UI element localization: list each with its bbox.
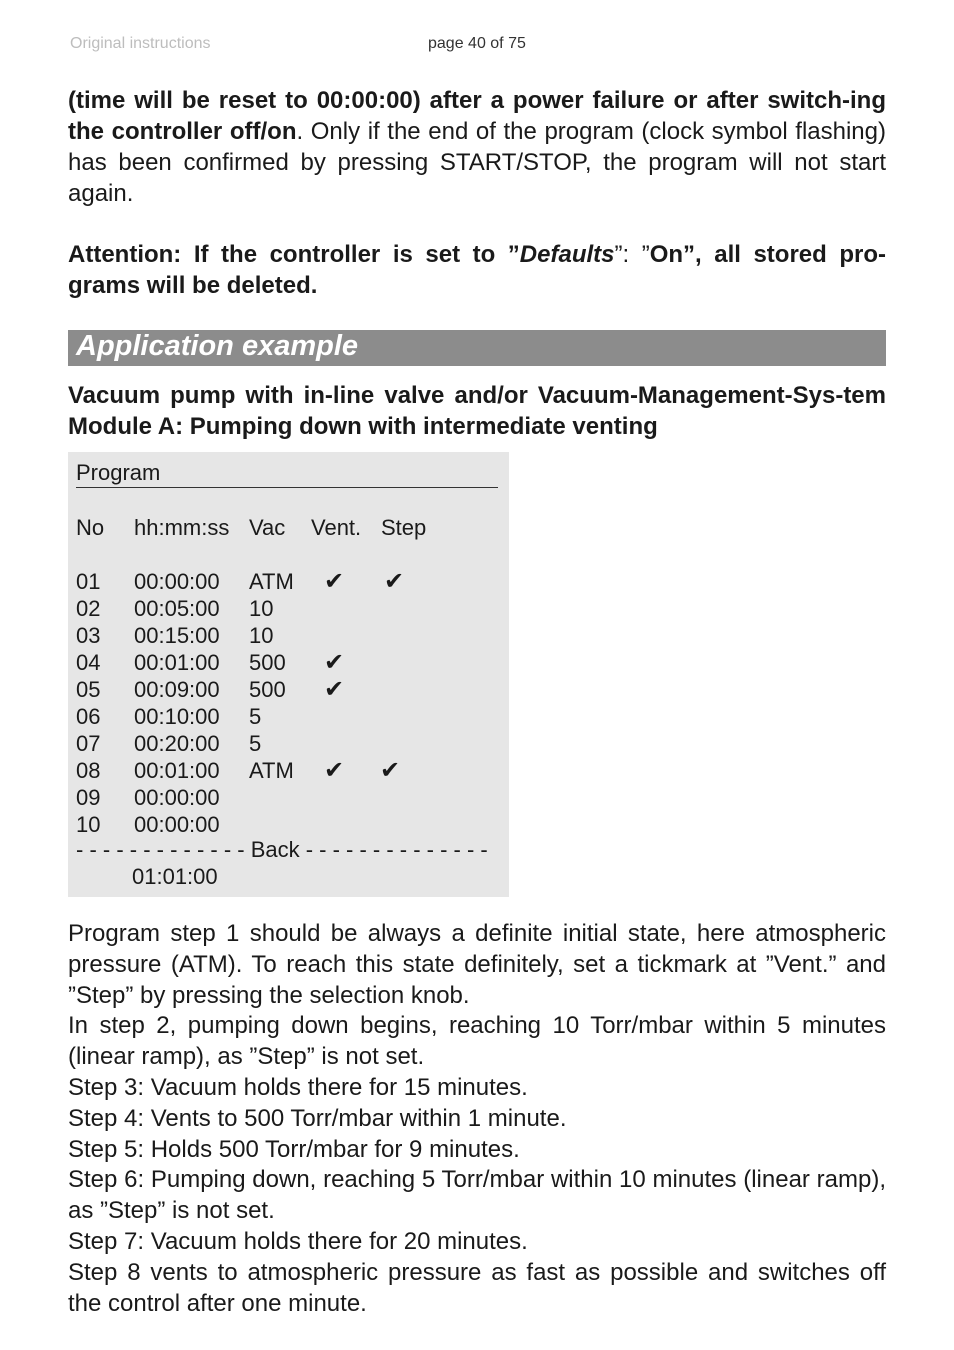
- vent-check-icon: ✔: [324, 649, 345, 676]
- row-time: 00:09:00: [134, 677, 220, 702]
- column-header-vac: Vac: [249, 515, 286, 540]
- row-time: 00:00:00: [134, 569, 220, 594]
- column-header-vent: Vent.: [311, 515, 362, 540]
- intro-normal-text: . Only if the end of the program (clock symbol flashing) has been confirmed by pressing START/STOP, the program will not start again.: [68, 118, 886, 207]
- row-number: 09: [76, 785, 101, 810]
- body-paragraph: Step 5: Holds 500 Torr/mbar for 9 minutes.: [68, 1135, 520, 1163]
- row-time: 00:10:00: [134, 704, 220, 729]
- row-time: 00:20:00: [134, 731, 220, 756]
- column-header-no: No: [76, 515, 105, 540]
- row-number: 01: [76, 569, 101, 594]
- attention-paragraph: [68, 239, 886, 301]
- body-paragraph: Step 3: Vacuum holds there for 15 minutes.: [68, 1073, 528, 1101]
- program-title: Program: [76, 459, 498, 488]
- attention-text-2: ”: ”: [614, 241, 650, 268]
- row-time: 00:01:00: [134, 650, 220, 675]
- attention-text-3: On”, all stored pro-grams will be deleted.: [68, 241, 886, 299]
- vent-check-icon: ✔: [324, 757, 345, 784]
- back-separator: - - - - - - - - - - - - - Back - - - - - - - - - - - - - -: [76, 837, 488, 862]
- back-time: 01:01:00: [132, 864, 218, 889]
- row-time: 00:15:00: [134, 623, 220, 648]
- row-time: 00:00:00: [134, 785, 220, 810]
- body-paragraph: Program step 1 should be always a definite initial state, here atmospheric pressure (ATM). To reach this state definitely, set a tickmark at ”Vent.” and ”Step” by pressing the selection knob.: [68, 920, 886, 1009]
- body-paragraph: Step 4: Vents to 500 Torr/mbar within 1 minute.: [68, 1104, 567, 1132]
- intro-bold-text: (time will be reset to 00:00:00) after a power failure or after switch-ing the controller off/on: [68, 87, 886, 145]
- row-number: 03: [76, 623, 101, 648]
- row-number: 07: [76, 731, 101, 756]
- column-header-step: Step: [381, 515, 427, 540]
- row-vac: ATM: [249, 758, 294, 783]
- row-number: 05: [76, 677, 101, 702]
- row-vac: 500: [249, 650, 286, 675]
- row-time: 00:01:00: [134, 758, 220, 783]
- row-vac: 10: [249, 623, 274, 648]
- row-time: 00:05:00: [134, 596, 220, 621]
- program-display: [68, 452, 509, 897]
- vent-check-icon: ✔: [324, 676, 345, 703]
- intro-paragraph: [68, 85, 886, 209]
- row-vac: 10: [249, 596, 274, 621]
- step-check-icon: ✔: [380, 757, 401, 784]
- step-check-icon: ✔: [384, 568, 405, 595]
- page-number: page 40 of 75: [428, 35, 526, 52]
- row-number: 06: [76, 704, 101, 729]
- explanation-text: [68, 919, 886, 1319]
- body-paragraph: Step 7: Vacuum holds there for 20 minutes.: [68, 1227, 528, 1255]
- sub-heading: Vacuum pump with in-line valve and/or Vacuum-Management-Sys-tem Module A: Pumping down with intermediate venting: [68, 382, 886, 440]
- row-vac: 5: [249, 704, 262, 729]
- row-number: 08: [76, 758, 101, 783]
- section-heading: Application example: [68, 330, 886, 366]
- attention-defaults-text: Defaults: [519, 241, 615, 268]
- row-vac: ATM: [249, 569, 294, 594]
- column-header-time: hh:mm:ss: [134, 515, 230, 540]
- row-number: 04: [76, 650, 101, 675]
- row-vac: 5: [249, 731, 262, 756]
- row-vac: 500: [249, 677, 286, 702]
- attention-text-1: Attention: If the controller is set to ”: [68, 241, 520, 268]
- body-paragraph: Step 6: Pumping down, reaching 5 Torr/mbar within 10 minutes (linear ramp), as ”Step” is not set.: [68, 1166, 886, 1225]
- header-doc-label: Original instructions: [70, 35, 211, 52]
- body-paragraph: Step 8 vents to atmospheric pressure as fast as possible and switches off the control after one minute.: [68, 1258, 886, 1317]
- vent-check-icon: ✔: [324, 568, 345, 595]
- row-number: 02: [76, 596, 101, 621]
- row-number: 10: [76, 812, 101, 837]
- row-time: 00:00:00: [134, 812, 220, 837]
- body-paragraph: In step 2, pumping down begins, reaching 10 Torr/mbar within 5 minutes (linear ramp), as ”Step” is not set.: [68, 1012, 886, 1071]
